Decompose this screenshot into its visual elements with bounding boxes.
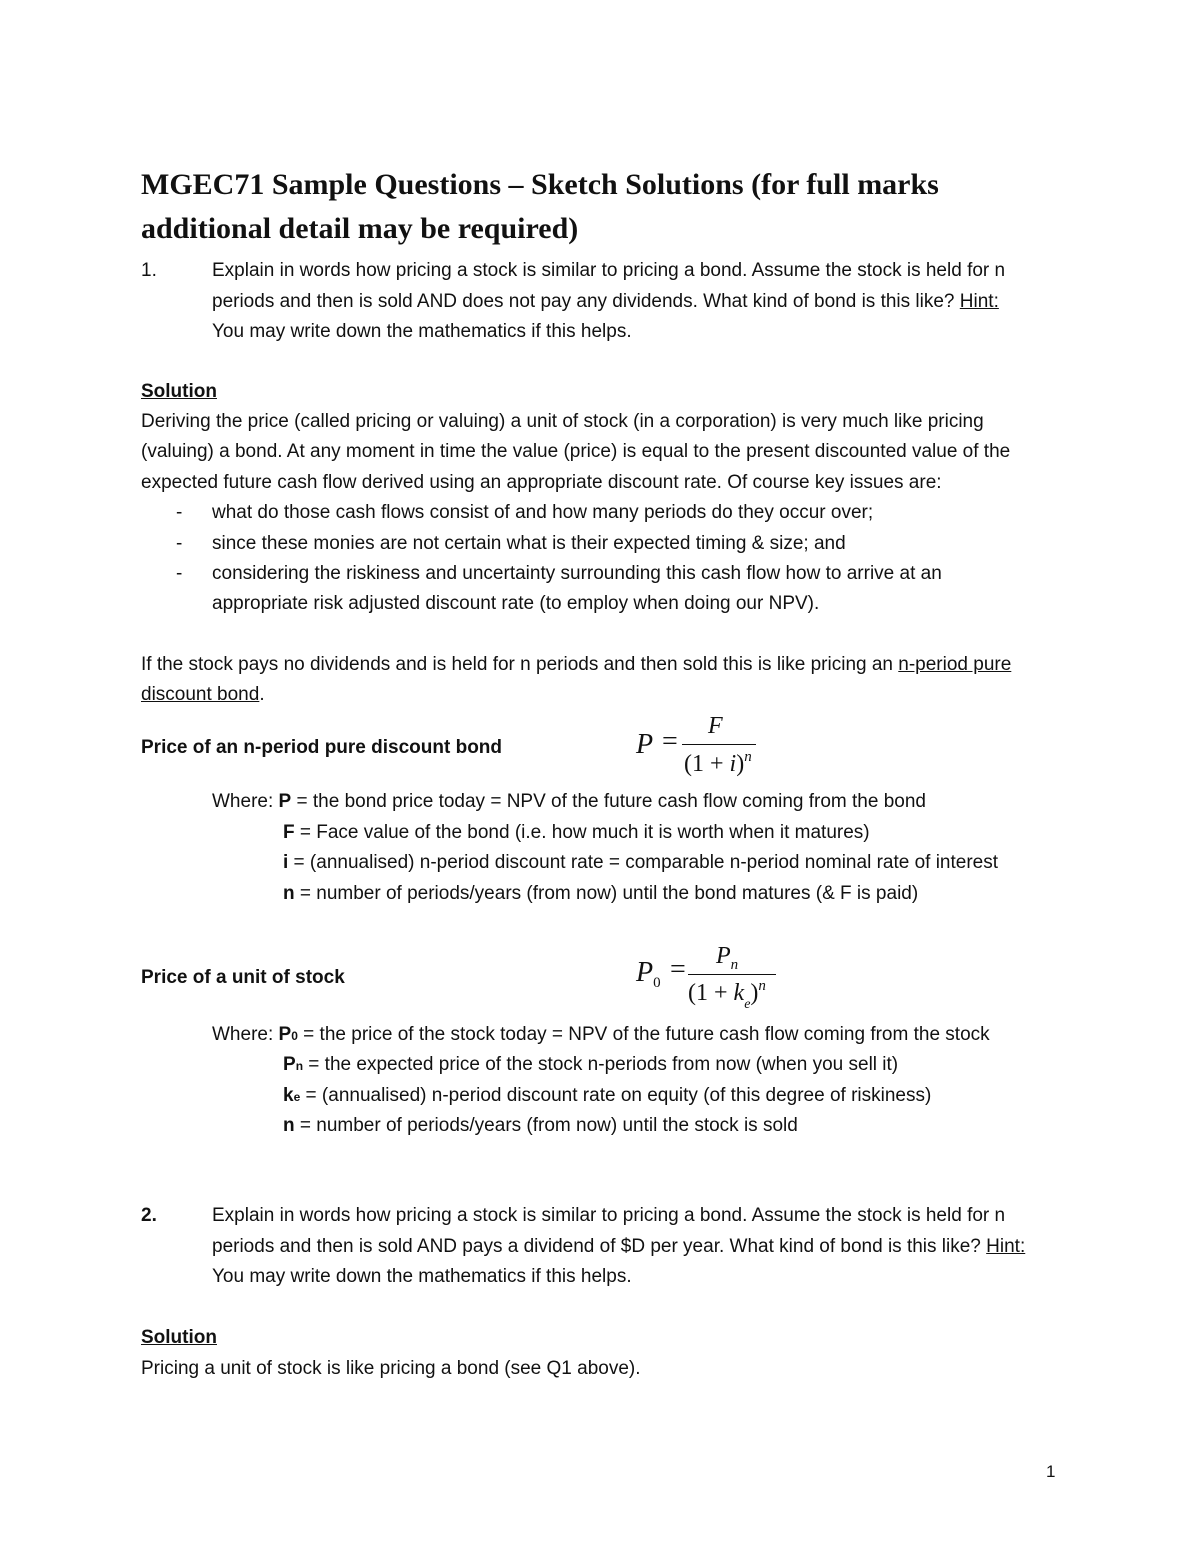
- stock-lhs-symbol: P: [636, 957, 654, 988]
- bond-den-exponent: n: [744, 749, 752, 765]
- stock-num-subscript: n: [730, 957, 739, 973]
- bond-den-one: 1: [692, 751, 704, 777]
- stock-def-2: [283, 1053, 898, 1078]
- bond-def-3: [283, 851, 998, 875]
- stock-formula-numerator: [716, 943, 738, 974]
- bond-def-4-text: = number of periods/years (from now) until the bond matures (& F is paid): [294, 883, 919, 904]
- solution2-para: Pricing a unit of stock is like pricing a bond (see Q1 above).: [141, 1358, 641, 1379]
- para2-pre: If the stock pays no dividends and is held for n periods and then sold this is like pricing an: [141, 654, 899, 675]
- page-number: 1: [1046, 1462, 1056, 1481]
- bullet-marker-3: -: [176, 563, 183, 584]
- solution2-heading: Solution: [141, 1327, 217, 1348]
- q2-line-1: Explain in words how pricing a stock is similar to pricing a bond. Assume the stock is held for n: [212, 1205, 1006, 1226]
- para2-term-part-2: discount bond: [141, 684, 260, 705]
- stock-den-open: (: [688, 980, 696, 1006]
- stock-def-4-text: = number of periods/years (from now) until the stock is sold: [294, 1115, 798, 1136]
- bond-def-1: [212, 790, 926, 814]
- bullet-marker-2: -: [176, 533, 183, 554]
- stock-def-4-symbol: n: [283, 1115, 295, 1136]
- solution1-para-line-2: (valuing) a bond. At any moment in time the value (price) is equal to the present discounted value of the: [141, 441, 1011, 462]
- bond-def-4-symbol: n: [283, 883, 295, 904]
- stock-formula-fraction-bar: [688, 974, 776, 975]
- stock-den-exponent: n: [758, 978, 766, 994]
- solution1-para2-line-1: [141, 653, 1011, 677]
- stock-def-1-subscript: 0: [291, 1029, 298, 1043]
- bond-where-label: Where:: [212, 791, 279, 812]
- q2-line-2: [212, 1235, 1025, 1259]
- bond-formula-label: Price of an n-period pure discount bond: [141, 737, 503, 758]
- bond-formula-denominator: [684, 749, 752, 778]
- stock-def-4: [283, 1114, 798, 1138]
- stock-def-1-symbol: P: [278, 1024, 292, 1045]
- bond-def-3-text: = (annualised) n-period discount rate = comparable n-period nominal rate of interest: [288, 852, 999, 873]
- bond-def-2-symbol: F: [283, 822, 295, 843]
- bond-def-2-text: = Face value of the bond (i.e. how much it is worth when it matures): [294, 822, 870, 843]
- bullet-3: considering the riskiness and uncertainty surrounding this cash flow how to arrive at an: [212, 563, 942, 584]
- solution1-heading: Solution: [141, 381, 217, 402]
- stock-formula-lhs: [636, 957, 661, 992]
- para2-post: .: [259, 684, 265, 705]
- q1-line-1: Explain in words how pricing a stock is similar to pricing a bond. Assume the stock is held for n: [212, 260, 1006, 281]
- bond-formula-equals: =: [662, 726, 678, 757]
- q1-hint-label: Hint:: [959, 291, 999, 312]
- q1-line-2: [212, 290, 999, 314]
- stock-den-subscript: e: [744, 997, 751, 1012]
- stock-den-var: k: [733, 980, 745, 1006]
- bullet-marker-1: -: [176, 502, 183, 523]
- bond-def-3-symbol: i: [283, 852, 289, 873]
- bond-def-1-text: = the bond price today = NPV of the future cash flow coming from the bond: [291, 791, 926, 812]
- stock-def-2-text: = the expected price of the stock n-periods from now (when you sell it): [303, 1054, 899, 1075]
- page-title: [141, 163, 1091, 251]
- q2-number: 2.: [141, 1205, 157, 1226]
- stock-def-3-subscript: e: [293, 1090, 301, 1104]
- stock-where-label: Where:: [212, 1024, 279, 1045]
- q1-line-3: You may write down the mathematics if this helps.: [212, 321, 632, 342]
- q2-line-2-text: periods and then is sold AND pays a dividend of $D per year. What kind of bond is this like?: [212, 1236, 981, 1257]
- stock-den-plus: +: [708, 980, 734, 1006]
- stock-formula-denominator: [688, 978, 766, 1013]
- stock-lhs-subscript: 0: [653, 975, 661, 991]
- title-line-1: MGEC71 Sample Questions – Sketch Solutions (for full marks: [141, 168, 939, 201]
- q2-line-3: You may write down the mathematics if this helps.: [212, 1266, 632, 1287]
- solution1-para-line-1: Deriving the price (called pricing or valuing) a unit of stock (in a corporation) is very much like pricing: [141, 411, 984, 432]
- q1-line-2-text: periods and then is sold AND does not pay any dividends. What kind of bond is this like?: [212, 291, 955, 312]
- bond-formula-numerator: F: [708, 713, 723, 739]
- stock-def-1: [212, 1023, 990, 1048]
- bullet-3-continued: appropriate risk adjusted discount rate (to employ when doing our NPV).: [212, 593, 820, 614]
- title-line-2: additional detail may be required): [141, 212, 579, 245]
- bond-den-close: ): [736, 751, 745, 777]
- stock-den-one: 1: [696, 980, 708, 1006]
- bullet-2: since these monies are not certain what is their expected timing & size; and: [212, 533, 846, 554]
- solution1-para-line-3: expected future cash flow derived using an appropriate discount rate. Of course key issues are:: [141, 472, 942, 493]
- bond-formula-fraction-bar: [682, 744, 756, 745]
- bond-den-open: (: [684, 751, 692, 777]
- stock-def-3-symbol: k: [283, 1085, 294, 1106]
- solution1-para2-line-2: [141, 683, 265, 707]
- bond-den-plus: +: [704, 751, 730, 777]
- stock-def-2-subscript: n: [295, 1059, 304, 1073]
- stock-def-1-text: = the price of the stock today = NPV of the future cash flow coming from the stock: [297, 1024, 990, 1045]
- bond-def-4: [283, 882, 918, 906]
- stock-def-3: [283, 1084, 931, 1109]
- bond-def-2: [283, 821, 870, 845]
- para2-term-part-1: n-period pure: [898, 654, 1012, 675]
- stock-def-3-text: = (annualised) n-period discount rate on equity (of this degree of riskiness): [300, 1085, 932, 1106]
- stock-formula-equals: =: [670, 954, 686, 985]
- stock-def-2-symbol: P: [283, 1054, 296, 1075]
- stock-formula-label: Price of a unit of stock: [141, 967, 345, 988]
- bullet-1: what do those cash flows consist of and how many periods do they occur over;: [212, 502, 874, 523]
- stock-den-close: ): [750, 980, 759, 1006]
- bond-def-1-symbol: P: [278, 791, 292, 812]
- q2-hint-label: Hint:: [986, 1236, 1026, 1257]
- stock-num-symbol: P: [716, 943, 731, 969]
- q1-number: 1.: [141, 260, 157, 281]
- bond-den-var: i: [729, 751, 737, 777]
- bond-formula-lhs: P: [636, 729, 654, 760]
